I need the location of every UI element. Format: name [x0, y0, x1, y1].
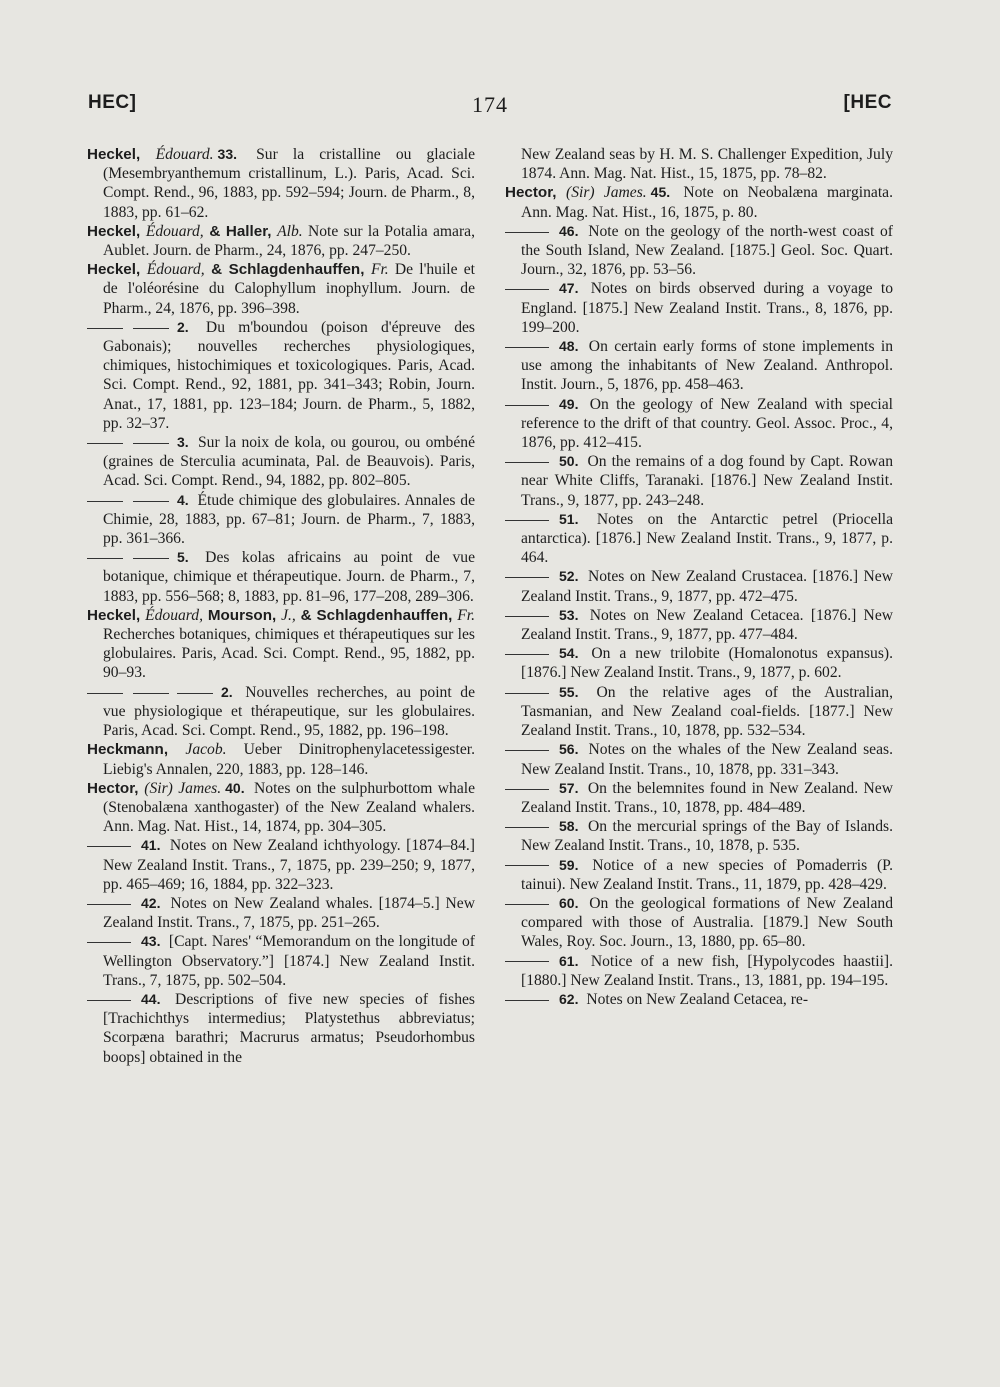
- bibliography-entry: [87, 894, 475, 932]
- entry-number: 2.: [221, 683, 233, 700]
- left-column: [87, 145, 475, 1067]
- ditto-rule: [133, 328, 169, 329]
- ditto-rule: [505, 289, 549, 290]
- ditto-rule: [87, 328, 123, 329]
- ditto-rule: [87, 443, 123, 444]
- entry-text: Descriptions of five new species of fishes [Trachichthys intermedius; Platystethus abbreviatus; Scorpæna barathri; Macrurus armatus; Pseudorhombus boops] obtained in the: [103, 990, 475, 1066]
- bibliography-entry: [505, 222, 893, 280]
- header-left: HEC]: [88, 92, 137, 113]
- entry-number: 45.: [650, 184, 671, 201]
- entry-text: On the geological formations of New Zealand compared with those of Australia. [1879.] New South Wales, Roy. Soc. Journ., 13, 1880, pp. 65–80.: [521, 894, 893, 951]
- entry-number: 52.: [559, 568, 579, 585]
- entry-number: 33.: [217, 146, 237, 162]
- entry-text: Notice of a new species of Pomaderris (P. tainui). New Zealand Instit. Trans., 11, 1879, pp. 428–429.: [521, 856, 893, 893]
- ditto-rule: [87, 942, 131, 943]
- ditto-rule: [505, 865, 549, 866]
- entry-number: 51.: [559, 510, 579, 527]
- entry-text: Du m'boundou (poison d'épreuve des Gabonais); nouvelles recherches physiologiques, chimiques, histochimiques et toxicologiques. Paris, Acad. Sci. Compt. Rend., 92, 1881, pp. 341–343; Robin, Journ. Anat., 17, 1881, pp. 123–184; Journ. de Pharm., 5, 1882, pp. 32–37.: [103, 318, 475, 432]
- bibliography-entry: [505, 779, 893, 817]
- entry-number: 54.: [559, 645, 579, 662]
- entry-text: Note on Neobalæna marginata. Ann. Mag. Nat. Hist., 16, 1875, p. 80.: [521, 184, 893, 221]
- entry-number: 43.: [141, 933, 161, 950]
- bibliography-entry: [505, 452, 893, 510]
- bibliography-entry: [87, 145, 475, 222]
- ditto-rule: [505, 827, 549, 828]
- entry-text: Note sur la Potalia amara, Aublet. Journ. de Pharm., 24, 1876, pp. 247–250.: [103, 222, 475, 260]
- bibliography-entry: [87, 318, 475, 433]
- entry-number: 62.: [559, 990, 579, 1007]
- ditto-rule: [505, 462, 549, 463]
- bibliography-entry: [87, 606, 475, 683]
- author-given-name: (Sir) James.: [144, 779, 222, 797]
- ditto-rule: [505, 693, 549, 694]
- entry-number: 59.: [559, 856, 579, 873]
- bibliography-entry: [87, 932, 475, 990]
- entry-text: Notes on New Zealand Crustacea. [1876.] New Zealand Instit. Trans., 9, 1877, pp. 472–475.: [521, 568, 893, 605]
- entry-text: On a new trilobite (Homalonotus expansus). [1876.] New Zealand Instit. Trans., 9, 1877, p. 602.: [521, 645, 893, 682]
- ditto-rule: [505, 616, 549, 617]
- ditto-rule: [505, 750, 549, 751]
- entry-text: Notes on the sulphurbottom whale (Stenobalæna xanthogaster) of the New Zealand whalers. Ann. Mag. Nat. Hist., 14, 1874, pp. 304–305.: [103, 779, 475, 836]
- entry-text: Recherches botaniques, chimiques et thérapeutiques sur les globulaires. Paris, Acad. Sci. Compt. Rend., 95, 1882, pp. 90–93.: [103, 626, 475, 682]
- author-name: & Schlagdenhauffen,: [295, 606, 458, 624]
- entry-number: 5.: [177, 549, 189, 566]
- bibliography-entry: [505, 279, 893, 337]
- author-given-name: Fr.: [457, 606, 476, 624]
- ditto-rule: [87, 1000, 131, 1001]
- entry-number: 50.: [559, 453, 579, 470]
- bibliography-entry: [505, 145, 893, 183]
- author-name: Heckmann,: [87, 741, 186, 759]
- entry-number: 56.: [559, 741, 579, 758]
- ditto-rule: [505, 654, 549, 655]
- bibliography-entry: [505, 183, 893, 221]
- entry-text: Notes on the Antarctic petrel (Priocella antarctica). [1876.] New Zealand Instit. Trans., 9, 1877, p. 464.: [521, 510, 893, 567]
- author-given-name: Édouard,: [146, 261, 205, 279]
- author-given-name: Alb.: [277, 222, 303, 240]
- entry-number: 47.: [559, 280, 579, 297]
- ditto-rule: [505, 232, 549, 233]
- ditto-rule: [505, 405, 549, 406]
- author-name: Heckel,: [87, 261, 147, 279]
- author-name: Heckel,: [87, 606, 146, 624]
- author-given-name: Édouard,: [145, 606, 203, 624]
- bibliography-entry: [505, 990, 893, 1009]
- author-given-name: Fr.: [370, 261, 389, 279]
- entry-number: 42.: [141, 894, 161, 911]
- bibliography-entry: [505, 894, 893, 952]
- entry-number: 57.: [559, 779, 579, 796]
- bibliography-entry: [87, 683, 475, 741]
- entry-number: 60.: [559, 894, 579, 911]
- bibliography-entry: [87, 222, 475, 260]
- ditto-rule: [505, 961, 549, 962]
- author-name: & Haller,: [203, 222, 278, 240]
- entry-text: Notice of a new fish, [Hypolycodes haastii]. [1880.] New Zealand Instit. Trans., 13, 1881, pp. 194–195.: [521, 952, 893, 989]
- bibliography-entry: [505, 510, 893, 568]
- entry-text: Notes on birds observed during a voyage to England. [1875.] New Zealand Instit. Trans., 8, 1876, pp. 199–200.: [521, 280, 893, 336]
- entry-number: 61.: [559, 952, 579, 969]
- bibliography-entry: [505, 817, 893, 855]
- entry-text: De l'huile et de l'oléorésine du Calophyllum inophyllum. Journ. de Pharm., 24, 1876, pp. 396–398.: [103, 261, 475, 317]
- bibliography-entry: [505, 606, 893, 644]
- entry-text: Ueber Dinitrophenylacetessigester. Liebig's Annalen, 220, 1883, pp. 128–146.: [103, 741, 475, 778]
- entry-text: New Zealand seas by H. M. S. Challenger Expedition, July 1874. Ann. Mag. Nat. Hist., 15, 1875, pp. 78–82.: [521, 146, 893, 183]
- ditto-rule: [87, 693, 123, 694]
- author-given-name: (Sir) James.: [566, 184, 647, 202]
- author-name: & Schlagdenhauffen,: [204, 261, 371, 279]
- entry-number: 41.: [141, 837, 161, 854]
- author-given-name: Édouard,: [145, 222, 204, 240]
- author-name: Hector,: [505, 184, 567, 202]
- page-number: 174: [472, 92, 508, 117]
- bibliography-entry: [505, 740, 893, 778]
- entry-number: 53.: [559, 606, 579, 623]
- bibliography-entry: [87, 491, 475, 549]
- bibliography-entry: [87, 836, 475, 894]
- entry-text: Notes on New Zealand Cetacea, re-: [582, 990, 809, 1008]
- entry-number: 44.: [141, 990, 161, 1007]
- entry-text: [Capt. Nares' “Memorandum on the longitude of Wellington Observatory.”] [1874.] New Zealand Instit. Trans., 7, 1875, pp. 502–504.: [103, 933, 475, 989]
- entry-number: 48.: [559, 338, 579, 355]
- entry-text: On the remains of a dog found by Capt. Rowan near White Cliffs, Taranaki. [1876.] New Zealand Instit. Trans., 9, 1877, pp. 243–248.: [521, 453, 893, 509]
- ditto-rule: [87, 904, 131, 905]
- author-name: Mourson,: [202, 606, 282, 624]
- ditto-rule: [505, 577, 549, 578]
- author-given-name: Jacob.: [185, 741, 227, 759]
- bibliography-entry: [505, 644, 893, 682]
- bibliography-entry: [505, 683, 893, 741]
- entry-number: 4.: [177, 491, 189, 508]
- bibliography-entry: [505, 567, 893, 605]
- bibliography-entry: [87, 779, 475, 837]
- entry-text: Notes on New Zealand Cetacea. [1876.] New Zealand Instit. Trans., 9, 1877, pp. 477–484.: [521, 606, 893, 644]
- entry-number: 2.: [177, 318, 189, 335]
- entry-text: On the geology of New Zealand with special reference to the drift of that country. Geol. Assoc. Proc., 4, 1876, pp. 412–415.: [521, 395, 893, 452]
- ditto-rule: [87, 846, 131, 847]
- entry-text: Notes on the whales of the New Zealand seas. New Zealand Instit. Trans., 10, 1878, pp. 331–343.: [521, 741, 893, 778]
- entry-number: 40.: [225, 779, 245, 796]
- entry-text: Des kolas africains au point de vue botanique, chimique et thérapeutique. Journ. de Pharm., 7, 1883, pp. 556–568; 8, 1883, pp. 81–96, 177–208, 289–306.: [103, 549, 475, 605]
- ditto-rule: [87, 501, 123, 502]
- running-header: [88, 92, 892, 124]
- author-given-name: J.,: [281, 606, 296, 624]
- entry-number: 3.: [177, 434, 189, 451]
- bibliography-entry: [87, 990, 475, 1067]
- ditto-rule: [87, 558, 123, 559]
- entry-text: On the mercurial springs of the Bay of Islands. New Zealand Instit. Trans., 10, 1878, p. 535.: [521, 818, 893, 855]
- entry-text: Sur la noix de kola, ou gourou, ou ombéné (graines de Sterculia acuminata, Pal. de Beauvois). Paris, Acad. Sci. Compt. Rend., 94, 1882, pp. 802–805.: [103, 434, 475, 490]
- author-name: Hector,: [87, 779, 145, 797]
- bibliography-entry: [505, 952, 893, 990]
- entry-text: On the belemnites found in New Zealand. New Zealand Instit. Trans., 10, 1878, pp. 484–489.: [521, 779, 893, 816]
- entry-text: Notes on New Zealand ichthyology. [1874–84.] New Zealand Instit. Trans., 7, 1875, pp. 239–250; 9, 1877, pp. 465–469; 16, 1884, pp. 322–323.: [103, 837, 475, 893]
- entry-number: 46.: [559, 222, 579, 239]
- ditto-rule: [177, 693, 213, 694]
- bibliography-entry: [87, 548, 475, 606]
- ditto-rule: [505, 1000, 549, 1001]
- entry-text: Notes on New Zealand whales. [1874–5.] New Zealand Instit. Trans., 7, 1875, pp. 251–265.: [103, 894, 475, 932]
- ditto-rule: [133, 501, 169, 502]
- ditto-rule: [505, 347, 549, 348]
- bibliography-entry: [87, 260, 475, 318]
- ditto-rule: [133, 558, 169, 559]
- entry-number: 58.: [559, 818, 579, 835]
- ditto-rule: [133, 693, 169, 694]
- entry-text: Note on the geology of the north-west coast of the South Island, New Zealand. [1875.] Geol. Soc. Quart. Journ., 32, 1876, pp. 53–56.: [521, 222, 893, 279]
- header-right: [HEC: [843, 92, 892, 113]
- author-given-name: Édouard.: [155, 146, 214, 163]
- bibliography-entry: [87, 740, 475, 778]
- entry-text: On certain early forms of stone implements in use among the inhabitants of New Zealand. Anthropol. Instit. Journ., 5, 1876, pp. 458–463.: [521, 338, 893, 394]
- author-name: Heckel,: [87, 222, 146, 240]
- ditto-rule: [505, 904, 549, 905]
- ditto-rule: [505, 789, 549, 790]
- bibliography-entry: [87, 433, 475, 491]
- bibliography-entry: [505, 395, 893, 453]
- entry-number: 55.: [559, 683, 579, 700]
- author-name: Heckel,: [87, 146, 156, 163]
- entry-text: On the relative ages of the Australian, Tasmanian, and New Zealand coal-fields. [1877.] New Zealand Instit. Trans., 10, 1878, pp. 532–534.: [521, 683, 893, 740]
- entry-number: 49.: [559, 395, 579, 412]
- ditto-rule: [133, 443, 169, 444]
- bibliography-entry: [505, 856, 893, 894]
- entry-text: Étude chimique des globulaires. Annales de Chimie, 28, 1883, pp. 67–81; Journ. de Pharm., 7, 1883, pp. 361–366.: [103, 491, 475, 548]
- entry-text: Sur la cristalline ou glaciale (Mesembryanthemum cristallinum, L.). Paris, Acad. Sci. Compt. Rend., 96, 1883, pp. 592–594; Journ. de Pharm., 8, 1883, pp. 61–62.: [103, 146, 475, 221]
- entry-text: Nouvelles recherches, au point de vue physiologique et thérapeutique, sur les globulaires. Paris, Acad. Sci. Compt. Rend., 95, 1882, pp. 196–198.: [103, 683, 475, 740]
- right-column: [505, 145, 893, 1009]
- bibliography-entry: [505, 337, 893, 395]
- ditto-rule: [505, 520, 549, 521]
